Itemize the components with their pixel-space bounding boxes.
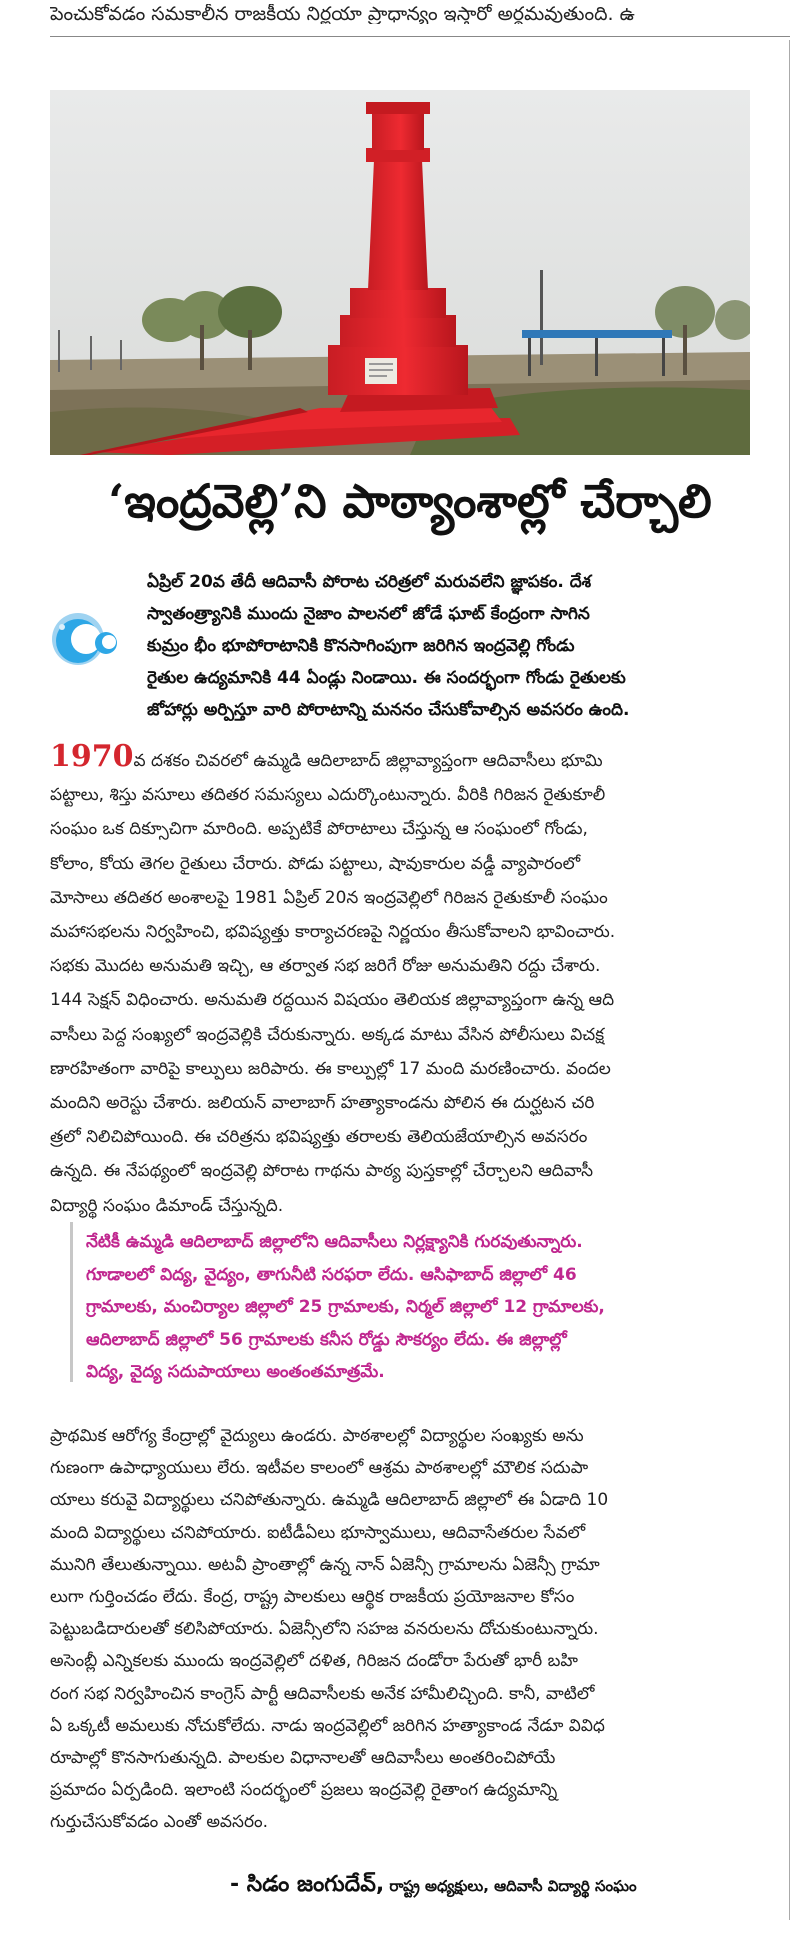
quote-line: గ్రామాలకు, మంచిర్యాల జిల్లాలో 25 గ్రామాలకు, నిర్మల్ జిల్లాలో 12 గ్రామాలకు, xyxy=(86,1297,605,1317)
bubble-decoration-icon xyxy=(48,605,128,675)
body-line: వాసీలు పెద్ద సంఖ్యలో ఇంద్రవెల్లికి చేరుకున్నారు. అక్కడ మాటు వేసిన పోలీసులు విచక్ష xyxy=(50,1024,605,1045)
body-line: పట్టాలు, శిస్తు వసూలు తదితర సమస్యలు ఎదుర్కొంటున్నారు. వీరికి గిరిజన రైతుకూలీ xyxy=(50,785,606,806)
drop-cap-year: 1970 xyxy=(50,739,134,774)
pull-quote xyxy=(86,1226,756,1389)
intro-line: రైతుల ఉద్యమానికి 44 ఏండ్లు నిండాయి. ఈ సందర్భంగా గోండు రైతులకు xyxy=(147,668,626,688)
body-section-1 xyxy=(50,739,772,1223)
author-name: - సిడం జంగుదేవ్, xyxy=(230,1872,385,1897)
article-headline: ‘ఇంద్రవెల్లి’ని పాఠ్యాంశాల్లో చేర్చాలి xyxy=(108,474,712,528)
body-line-text: వ దశకం చివరలో ఉమ్మడి ఆదిలాబాద్ జిల్లావ్యాప్తంగా ఆదివాసీలు భూమి xyxy=(133,751,603,771)
body-section-2 xyxy=(50,1420,772,1839)
quote-line: గూడాలలో విద్య, వైద్యం, తాగునీటి సరఫరా లేదు. ఆసిఫాబాద్ జిల్లాలో 46 xyxy=(86,1264,577,1285)
body-line: 144 సెక్షన్ విధించారు. అనుమతి రద్దయిన విషయం తెలియక జిల్లావ్యాప్తంగా ఉన్న ఆది xyxy=(50,990,615,1011)
body-line: గుణంగా ఉపాధ్యాయులు లేరు. ఇటీవల కాలంలో ఆశ్రమ పాఠశాలల్లో మౌలిక సదుపా xyxy=(50,1458,589,1479)
body-line: ప్రాథమిక ఆరోగ్య కేంద్రాల్లో వైద్యులు ఉండరు. పాఠశాలల్లో విద్యార్థుల సంఖ్యకు అను xyxy=(50,1426,584,1446)
quote-line: నేటికీ ఉమ్మడి ఆదిలాబాద్ జిల్లాలోని ఆదివాసీలు నిర్లక్ష్యానికి గురవుతున్నారు. xyxy=(86,1232,583,1252)
column-divider xyxy=(789,40,790,1920)
quote-line: ఆదిలాబాద్ జిల్లాలో 56 గ్రామాలకు కనీస రోడ్డు సౌకర్యం లేదు. ఈ జిల్లాల్లో xyxy=(86,1329,567,1350)
body-line: మహాసభలను నిర్వహించి, భవిష్యత్తు కార్యాచరణపై నిర్ణయం తీసుకోవాలని భావించారు. xyxy=(50,922,616,943)
body-line: మునిగి తేలుతున్నాయి. అటవీ ప్రాంతాల్లో ఉన్న నాన్ ఏజెన్సీ గ్రామాలను ఏజెన్సీ గ్రామా xyxy=(50,1554,600,1575)
body-line: సంఘం ఒక దిక్సూచిగా మారింది. అప్పటికే పోరాటాలు చేస్తున్న ఆ సంఘంలో గోండు, xyxy=(50,819,588,840)
body-line xyxy=(50,739,772,778)
body-line: లుగా గుర్తించడం లేదు. కేంద్ర, రాష్ట్ర పాలకులు ఆర్థిక రాజకీయ ప్రయోజనాల కోసం xyxy=(50,1587,575,1608)
body-line: ణారహితంగా వారిపై కాల్పులు జరిపారు. ఈ కాల్పుల్లో 17 మంది మరణించారు. వందల xyxy=(50,1058,611,1079)
body-line: మందిని అరెస్టు చేశారు. జలియన్ వాలాబాగ్ హత్యాకాండను పోలిన ఈ దుర్ఘటన చరి xyxy=(50,1093,595,1114)
body-line: ఉన్నది. ఈ నేపథ్యంలో ఇంద్రవెల్లి పోరాట గాథను పాఠ్య పుస్తకాల్లో చేర్చాలని ఆదివాసీ xyxy=(50,1161,594,1182)
intro-line: ఏప్రిల్ 20వ తేదీ ఆదివాసీ పోరాట చరిత్రలో మరువలేని జ్ఞాపకం. దేశ xyxy=(147,572,592,592)
body-line: యాలు కరువై విద్యార్థులు చనిపోతున్నారు. ఉమ్మడి ఆదిలాబాద్ జిల్లాలో ఈ ఏడాది 10 xyxy=(50,1490,609,1511)
intro-paragraph xyxy=(147,566,767,726)
author-role: రాష్ట్ర అధ్యక్షులు, ఆదివాసీ విద్యార్థి సంఘం xyxy=(384,1877,637,1895)
intro-line: స్వాతంత్ర్యానికి ముందు నైజాం పాలనలో జోడే ఘాట్ కేంద్రంగా సాగిన xyxy=(147,604,590,624)
quote-line: విద్య, వైద్య సదుపాయాలు అంతంతమాత్రమే. xyxy=(86,1362,385,1382)
body-line: సభకు మొదట అనుమతి ఇచ్చి, ఆ తర్వాత సభ జరిగే రోజు అనుమతిని రద్దు చేశారు. xyxy=(50,956,601,977)
body-line: మోసాలు తదితర అంశాలపై 1981 ఏప్రిల్ 20న ఇంద్రవెల్లిలో గిరిజన రైతుకూలీ సంఘం xyxy=(50,887,608,908)
intro-line: జోహార్లు అర్పిస్తూ వారి పోరాటాన్ని మననం చేసుకోవాల్సిన అవసరం ఉంది. xyxy=(147,700,630,720)
body-line: రంగ సభ నిర్వహించిన కాంగ్రెస్ పార్టీ ఆదివాసీలకు అనేక హామీలిచ్చింది. కానీ, వాటిలో xyxy=(50,1683,595,1704)
body-line: రూపాల్లో కొనసాగుతున్నది. పాలకుల విధానాలతో ఆదివాసీలు అంతరించిపోయే xyxy=(50,1748,556,1769)
intro-line: కుమ్రం భీం భూపోరాటానికి కొనసాగింపుగా జరిగిన ఇంద్రవెల్లి గోండు xyxy=(147,636,575,656)
top-divider xyxy=(50,36,790,37)
previous-article-fragment: పెంచుకోవడం సమకాలీన రాజకీయ నిర్ణయా ప్రాధాన్యం ఇస్తారో అర్థమవుతుంది. ఉ xyxy=(50,4,635,24)
body-line: విద్యార్థి సంఘం డిమాండ్ చేస్తున్నది. xyxy=(50,1195,284,1216)
body-line: అసెంబ్లీ ఎన్నికలకు ముందు ఇంద్రవెల్లిలో దళిత, గిరిజన దండోరా పేరుతో భారీ బహి xyxy=(50,1651,578,1672)
memorial-photo xyxy=(50,90,750,455)
body-line: ఏ ఒక్కటీ అమలుకు నోచుకోలేదు. నాడు ఇంద్రవెల్లిలో జరిగిన హత్యాకాండ నేడూ వివిధ xyxy=(50,1715,605,1736)
body-line: గుర్తుచేసుకోవడం ఎంతో అవసరం. xyxy=(50,1812,269,1833)
body-line: మంది విద్యార్థులు చనిపోయారు. ఐటీడీఏలు భూస్వాములు, ఆదివాసేతరుల సేవలో xyxy=(50,1522,586,1543)
author-signature xyxy=(230,1872,770,1902)
body-line: ప్రమాదం ఏర్పడింది. ఇలాంటి సందర్భంలో ప్రజలు ఇంద్రవెల్లి రైతాంగ ఉద్యమాన్ని xyxy=(50,1780,558,1801)
body-line: త్రలో నిలిచిపోయింది. ఈ చరిత్రను భవిష్యత్తు తరాలకు తెలియజేయాల్సిన అవసరం xyxy=(50,1127,588,1148)
body-line: కోలాం, కోయ తెగల రైతులు చేరారు. పోడు పట్టాలు, షావుకారుల వడ్డీ వ్యాపారంలో xyxy=(50,853,581,874)
body-line: పెట్టుబడిదారులతో కలిసిపోయారు. ఏజెన్సీలోని సహజ వనరులను దోచుకుంటున్నారు. xyxy=(50,1619,599,1640)
